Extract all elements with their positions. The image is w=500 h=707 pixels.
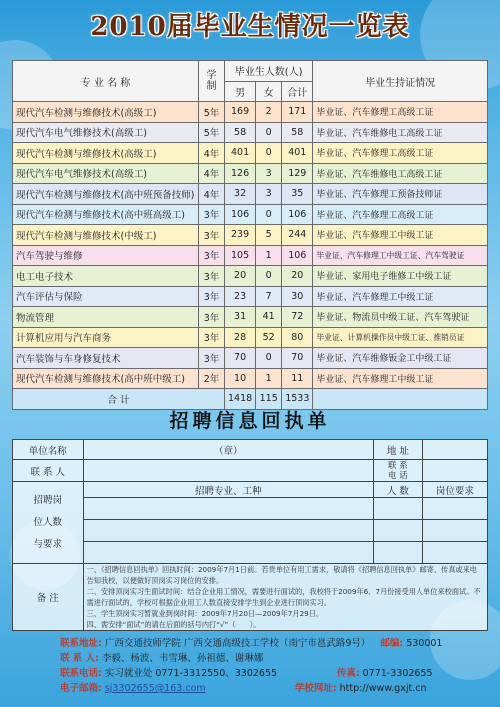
- note-item: 一、《招聘信息回执单》回执时间：2009年7月1日前。若贵单位有用工需求，敬请将《招聘信息回执单》邮寄、传真或来电告知我校，以便做好顶岗实习岗位的安排。: [86, 565, 477, 585]
- major-cell: 现代汽车检测与维修技术(高中班高级工): [13, 204, 199, 225]
- unit-name-field[interactable]: [83, 440, 373, 460]
- female-cell: 0: [256, 204, 282, 225]
- header-grad-count: 毕业生人数(人): [225, 61, 313, 82]
- certs-cell: 毕业证、家用电子维修工中级工证: [313, 266, 488, 287]
- table-row: [13, 122, 488, 143]
- total-cell: 244: [282, 225, 313, 246]
- certs-cell: 毕业证、物流员中级工证、汽车驾驶证: [313, 307, 488, 328]
- years-cell: 3年: [199, 225, 225, 246]
- female-cell: 3: [256, 184, 282, 205]
- years-cell: 3年: [199, 348, 225, 369]
- certs-cell: 毕业证、汽车修理工高级工证: [313, 102, 488, 123]
- phone-field[interactable]: [422, 460, 487, 482]
- female-cell: 5: [256, 225, 282, 246]
- table-row: [13, 348, 488, 369]
- male-cell: 23: [225, 286, 256, 307]
- male-cell: 169: [225, 102, 256, 123]
- contact-info: [60, 636, 490, 696]
- male-cell: 20: [225, 266, 256, 287]
- years-cell: 3年: [199, 307, 225, 328]
- major-cell: 现代汽车电气维修技术(高级工): [13, 163, 199, 184]
- major-cell: 汽车驾驶与维修: [13, 245, 199, 266]
- years-cell: 3年: [199, 204, 225, 225]
- male-cell: 105: [225, 245, 256, 266]
- col-major-header: 招聘专业、工种: [83, 482, 373, 498]
- table-row: [13, 368, 488, 389]
- years-cell: 4年: [199, 163, 225, 184]
- total-cell: 171: [282, 102, 313, 123]
- recruit-requirement-input[interactable]: [422, 498, 487, 520]
- postcode-label: 邮编:: [380, 638, 404, 649]
- total-cell: 106: [282, 245, 313, 266]
- people-value: 李毅、杨波、韦雪琳、孙祖德、谢琳娜: [101, 653, 264, 664]
- male-cell: 401: [225, 143, 256, 164]
- contact-person-field[interactable]: [83, 460, 373, 482]
- contact-address-row: [60, 636, 490, 651]
- certs-cell: 毕业证、汽车维修钣金工中级工证: [313, 348, 488, 369]
- recruit-count-input[interactable]: [373, 498, 422, 520]
- certs-cell: 毕业证、汽车修理工中级工证: [313, 368, 488, 389]
- recruit-count-input[interactable]: [373, 542, 422, 564]
- major-cell: 现代汽车检测与维修技术(高级工): [13, 143, 199, 164]
- female-cell: 0: [256, 143, 282, 164]
- table-row: [13, 327, 488, 348]
- recruitment-form: [12, 439, 488, 631]
- years-cell: 5年: [199, 122, 225, 143]
- major-cell: 现代汽车检测与维修技术(高中班预备技师): [13, 184, 199, 205]
- years-cell: 4年: [199, 184, 225, 205]
- major-cell: 现代汽车检测与维修技术(高级工): [13, 102, 199, 123]
- male-cell: 31: [225, 307, 256, 328]
- female-cell: 3: [256, 163, 282, 184]
- recruit-major-input[interactable]: [83, 542, 373, 564]
- major-cell: 物流管理: [13, 307, 199, 328]
- total-cell: 11: [282, 368, 313, 389]
- website-link[interactable]: http://www.gxjt.cn: [339, 683, 427, 694]
- header-female: 女: [256, 81, 282, 102]
- header-certs: 毕业生持证情况: [313, 61, 488, 102]
- total-cell: 129: [282, 163, 313, 184]
- female-cell: 41: [256, 307, 282, 328]
- years-cell: 3年: [199, 266, 225, 287]
- male-cell: 126: [225, 163, 256, 184]
- total-cell: 30: [282, 286, 313, 307]
- total-cell: 35: [282, 184, 313, 205]
- female-cell: 1: [256, 245, 282, 266]
- totals-total: 1533: [282, 389, 313, 410]
- certs-cell: 毕业证、汽车修理工中级工证、汽车驾驶证: [313, 245, 488, 266]
- header-major: 专 业 名 称: [13, 61, 199, 102]
- table-row: [13, 286, 488, 307]
- female-cell: 0: [256, 266, 282, 287]
- certs-cell: 毕业证、计算机操作员中级工证、推销员证: [313, 327, 488, 348]
- table-row: [13, 163, 488, 184]
- major-cell: 现代汽车电气维修技术(高级工): [13, 122, 199, 143]
- phone-value: 实习就业处 0771-3312550、3302655: [104, 668, 278, 679]
- table-row: [13, 204, 488, 225]
- header-years: 学制: [199, 61, 225, 102]
- female-cell: 2: [256, 102, 282, 123]
- totals-label: 合 计: [13, 389, 225, 410]
- postcode-value: 530001: [406, 638, 443, 649]
- remarks-label: 备 注: [13, 564, 84, 631]
- total-cell: 20: [282, 266, 313, 287]
- male-cell: 58: [225, 122, 256, 143]
- total-cell: 70: [282, 348, 313, 369]
- page-title: 2010届毕业生情况一览表: [90, 12, 410, 42]
- table-row: [13, 266, 488, 287]
- certs-cell: 毕业证、汽车修理工预备技师证: [313, 184, 488, 205]
- address-label: 地 址: [373, 440, 422, 460]
- total-cell: 401: [282, 143, 313, 164]
- recruit-requirement-input[interactable]: [422, 542, 487, 564]
- note-item: 四、需安排“面试”的请在后面的括号内打“√”（ ）。: [86, 620, 261, 629]
- recruit-label: 招聘岗 位人数 与要求: [13, 482, 84, 564]
- contact-person-label: 联 系 人: [13, 460, 84, 482]
- header-total: 合计: [282, 81, 313, 102]
- col-requirement-header: 岗位要求: [422, 482, 487, 498]
- contact-people-row: [60, 651, 490, 666]
- major-cell: 汽车评估与保险: [13, 286, 199, 307]
- total-cell: 80: [282, 327, 313, 348]
- fax-value: 0771-3302655: [362, 668, 433, 679]
- male-cell: 70: [225, 348, 256, 369]
- male-cell: 239: [225, 225, 256, 246]
- totals-female: 115: [256, 389, 282, 410]
- unit-name-label: 单位名称: [13, 440, 84, 460]
- recruit-count-input[interactable]: [373, 520, 422, 542]
- form-title: 招聘信息回执单: [169, 410, 331, 432]
- email-label: 电子邮箱:: [60, 683, 102, 694]
- people-label: 联 系 人:: [60, 653, 99, 664]
- total-cell: 72: [282, 307, 313, 328]
- certs-cell: 毕业证、汽车修理工中级工证: [313, 225, 488, 246]
- male-cell: 28: [225, 327, 256, 348]
- contact-phone-row: [60, 666, 490, 681]
- col-count-header: 人 数: [373, 482, 422, 498]
- years-cell: 3年: [199, 327, 225, 348]
- table-row: [13, 143, 488, 164]
- recruit-major-input[interactable]: [83, 520, 373, 542]
- male-cell: 32: [225, 184, 256, 205]
- totals-male: 1418: [225, 389, 256, 410]
- website-label: 学校网址:: [294, 683, 337, 694]
- address-value: 广西交通技师学院 广西交通高级技工学校（南宁市邕武路9号）: [104, 638, 371, 649]
- years-cell: 3年: [199, 286, 225, 307]
- years-cell: 5年: [199, 102, 225, 123]
- table-row: [13, 225, 488, 246]
- years-cell: 2年: [199, 368, 225, 389]
- note-item: 二、安排顶岗实习生面试时间：结合企业用工情况，需要进行面试的，我校将于2009年6、7月份接受用人单位来校面试。不需进行面试的，学校可根据企业用工人数直接安排学生到企业进行顶岗实习。: [86, 587, 481, 607]
- female-cell: 0: [256, 348, 282, 369]
- table-row: [13, 184, 488, 205]
- phone-label: 联系电话:: [60, 668, 102, 679]
- note-item: 三、学生顶岗实习暂就业到岗时间：2009年7月20日—2009年7月29日。: [86, 609, 324, 618]
- table-row: [13, 307, 488, 328]
- table-row: [13, 102, 488, 123]
- major-cell: 汽车装饰与车身修复技术: [13, 348, 199, 369]
- remarks-notes: [83, 564, 487, 631]
- certs-cell: 毕业证、汽车修理工高级工证: [313, 143, 488, 164]
- major-cell: 现代汽车检测与维修技术(中级工): [13, 225, 199, 246]
- major-cell: 电工电子技术: [13, 266, 199, 287]
- chapter-mark: （章）: [214, 445, 243, 457]
- phone-label: 联 系 电 话: [373, 460, 422, 482]
- female-cell: 1: [256, 368, 282, 389]
- certs-cell: 毕业证、汽车维修电工高级工证: [313, 163, 488, 184]
- total-cell: 106: [282, 204, 313, 225]
- years-cell: 4年: [199, 143, 225, 164]
- years-cell: 3年: [199, 245, 225, 266]
- certs-cell: 毕业证、汽车修理工中级工证: [313, 286, 488, 307]
- certs-cell: 毕业证、汽车修理工高级工证: [313, 204, 488, 225]
- address-field[interactable]: [422, 440, 487, 460]
- major-cell: 计算机应用与汽车商务: [13, 327, 199, 348]
- contact-web-row: [60, 681, 490, 696]
- recruit-major-input[interactable]: [83, 498, 373, 520]
- email-link[interactable]: sj3302655@163.com: [104, 683, 206, 694]
- major-cell: 现代汽车检测与维修技术(高中班中级工): [13, 368, 199, 389]
- female-cell: 52: [256, 327, 282, 348]
- male-cell: 10: [225, 368, 256, 389]
- recruit-requirement-input[interactable]: [422, 520, 487, 542]
- female-cell: 0: [256, 122, 282, 143]
- table-row: [13, 245, 488, 266]
- total-cell: 58: [282, 122, 313, 143]
- header-male: 男: [225, 81, 256, 102]
- fax-label: 传真:: [336, 668, 360, 679]
- certs-cell: 毕业证、汽车维修电工高级工证: [313, 122, 488, 143]
- female-cell: 7: [256, 286, 282, 307]
- graduate-stats-table: [12, 60, 488, 410]
- male-cell: 106: [225, 204, 256, 225]
- address-label: 联系地址:: [60, 638, 102, 649]
